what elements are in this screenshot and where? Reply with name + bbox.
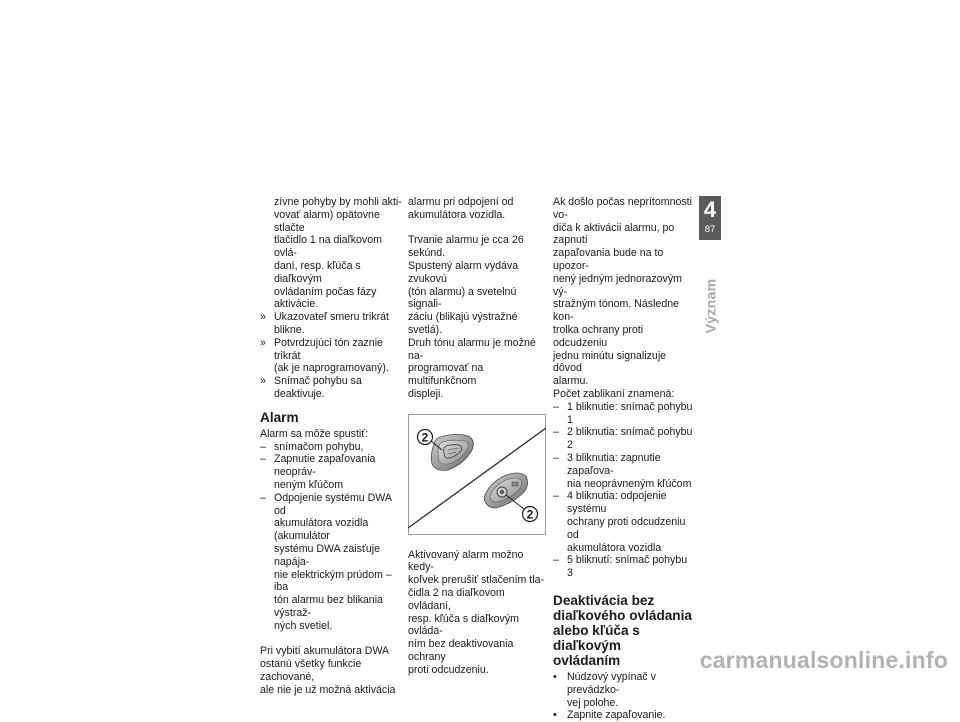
text-line: 1 bliknutie: snímač pohybu 1 — [567, 400, 693, 426]
text-line: Zapnutie zapaľovania neopráv- — [274, 453, 376, 479]
text-line: nený jedným jednorazovým vý- — [553, 272, 682, 298]
watermark-text: carmanualsonline.info — [699, 647, 948, 673]
text-column-2 — [408, 196, 546, 677]
text-line: daní, resp. kľúča s diaľkovým — [274, 259, 361, 285]
intro-paragraph — [260, 196, 402, 311]
dash-marker: – — [553, 400, 559, 413]
text-line: čidla 2 na diaľkovom ovládaní, — [408, 586, 505, 612]
text-line: ním bez deaktivovania ochrany — [408, 638, 514, 663]
text-line: nia neoprávneným kľúčom — [567, 477, 692, 490]
section-title: Význam — [702, 278, 718, 334]
dash-marker: – — [260, 440, 266, 453]
result-step — [260, 337, 402, 375]
text-line: tlačidlo 1 na diaľkovom ovlá- — [274, 234, 382, 260]
dash-marker: – — [260, 453, 266, 466]
text-line: stražným tónom. Následne kon- — [553, 298, 680, 324]
text-line: ostanú všetky funkcie zachované, — [260, 658, 362, 683]
paragraph — [408, 196, 546, 222]
text-line: 2 bliknutia: snímač pohybu 2 — [567, 426, 693, 452]
text-line: ných svetiel. — [274, 619, 333, 632]
trigger-item — [260, 453, 402, 491]
result-step — [260, 311, 402, 337]
heading-line: diaľkového ovládania — [553, 607, 692, 623]
trigger-item — [260, 441, 402, 454]
text-line: ale nie je už možná aktivácia — [260, 683, 396, 696]
text-line: systému DWA zaisťuje napája- — [274, 542, 381, 568]
blink-item — [553, 554, 693, 580]
chapter-tab — [699, 196, 721, 240]
text-line: trolka ochrany proti odcudzeniu — [553, 323, 644, 349]
text-line: nie elektrickým prúdom – iba — [274, 568, 392, 594]
text-line: 5 bliknutí: snímač pohybu 3 — [567, 554, 688, 580]
text-line: Odpojenie systému DWA od — [274, 491, 392, 517]
bullet-marker: • — [553, 709, 557, 722]
text-line: alarmu. — [553, 375, 589, 388]
text-line: alarmu pri odpojení od — [408, 196, 514, 208]
text-line: tón alarmu bez blikania výstraž- — [274, 594, 383, 619]
result-arrow-marker: » — [260, 375, 266, 388]
heading-line: alebo kľúča s diaľkovým — [553, 622, 640, 653]
blink-item — [553, 426, 693, 452]
text-line: resp. kľúča s diaľkovým ovláda- — [408, 612, 519, 638]
section-side-label — [686, 266, 734, 346]
result-step — [260, 375, 402, 401]
text-line: akumulátora vozidla — [567, 541, 662, 554]
text-column-1 — [260, 196, 402, 696]
bullet-item — [553, 709, 693, 722]
text-line: diča k aktivácii alarmu, po zapnutí — [553, 221, 675, 247]
text-line: ovládaním počas fázy aktivácie. — [274, 285, 377, 311]
heading-line: ovládaním — [553, 652, 621, 668]
text-line: koľvek prerušiť stlačením tla- — [408, 574, 544, 587]
callout-label-bottom: 2 — [526, 507, 534, 522]
dash-marker: – — [553, 426, 559, 439]
text-line: Spustený alarm vydáva zvukovú — [408, 259, 519, 285]
result-arrow-marker: » — [260, 336, 266, 349]
text-line: zívne pohyby by mohli akti- — [274, 196, 402, 208]
text-line: Zapnite zapaľovanie. — [567, 709, 666, 722]
trigger-item — [260, 492, 402, 633]
text-line: Núdzový vypínač v prevádzko- — [567, 670, 656, 696]
text-line: programovať na multifunkčnom — [408, 362, 484, 388]
section-heading-alarm: Alarm — [260, 409, 299, 425]
callout-label-top: 2 — [421, 430, 429, 445]
text-line: Pri vybití akumulátora DWA — [260, 645, 390, 658]
blink-item — [553, 452, 693, 490]
chapter-number: 4 — [703, 197, 717, 222]
heading-line: Deaktivácia bez — [553, 592, 655, 608]
battery-paragraph — [260, 645, 402, 696]
text-line: záciu (blikajú výstražné svetlá). — [408, 311, 518, 336]
dash-marker: – — [553, 490, 559, 503]
text-line: 4 bliknutia: odpojenie systému — [567, 490, 667, 516]
text-line: ochrany proti odcudzeniu od — [567, 515, 686, 541]
blink-item — [553, 401, 693, 427]
text-line: displeji. — [408, 387, 444, 400]
dash-marker: – — [260, 491, 266, 504]
text-line: neným kľúčom — [274, 478, 344, 491]
text-line: 3 bliknutia: zapnutie zapaľova- — [567, 451, 661, 477]
result-arrow-marker: » — [260, 311, 266, 324]
blink-intro: Počet zablikaní znamená: — [553, 387, 675, 400]
text-column-3 — [553, 196, 693, 722]
bullet-item — [553, 671, 693, 709]
page-number: 87 — [704, 224, 716, 235]
text-line: snímačom pohybu, — [274, 440, 364, 453]
text-line: Aktivovaný alarm možno kedy- — [408, 548, 524, 574]
text-line: jednu minútu signalizuje dôvod — [553, 349, 667, 375]
bullet-marker: • — [553, 670, 557, 683]
text-line: zapaľovania bude na to upozor- — [553, 247, 664, 272]
text-line: vovať alarm) opätovne stlačte — [274, 208, 380, 234]
dash-marker: – — [553, 451, 559, 464]
text-line: Ukazovateľ smeru trikrát blikne. — [274, 311, 389, 336]
remote-key-figure — [408, 414, 546, 535]
interrupt-alarm-paragraph — [408, 549, 546, 677]
text-line: (ak je naprogramovaný). — [274, 362, 389, 375]
text-line: proti odcudzeniu. — [408, 663, 489, 676]
alarm-duration-paragraph — [408, 234, 546, 400]
trigger-intro: Alarm sa môže spustiť: — [260, 427, 369, 440]
text-line: Potvrdzujúci tón zaznie trikrát — [274, 336, 383, 362]
alarm-notice-paragraph — [553, 196, 693, 388]
dash-marker: – — [553, 554, 559, 567]
text-line: akumulátora vozidla. — [408, 208, 506, 221]
text-line: akumulátora vozidla (akumulátor — [274, 517, 369, 543]
text-line: Ak došlo počas neprítomnosti vo- — [553, 196, 692, 221]
text-line: Trvanie alarmu je cca 26 sekúnd. — [408, 234, 524, 260]
text-line: Snímač pohybu sa deaktivuje. — [274, 375, 362, 400]
blink-item — [553, 490, 693, 554]
text-line: Druh tónu alarmu je možné na- — [408, 336, 536, 362]
text-line: (tón alarmu) a svetelnú signali- — [408, 285, 517, 311]
text-line: vej polohe. — [567, 696, 619, 709]
